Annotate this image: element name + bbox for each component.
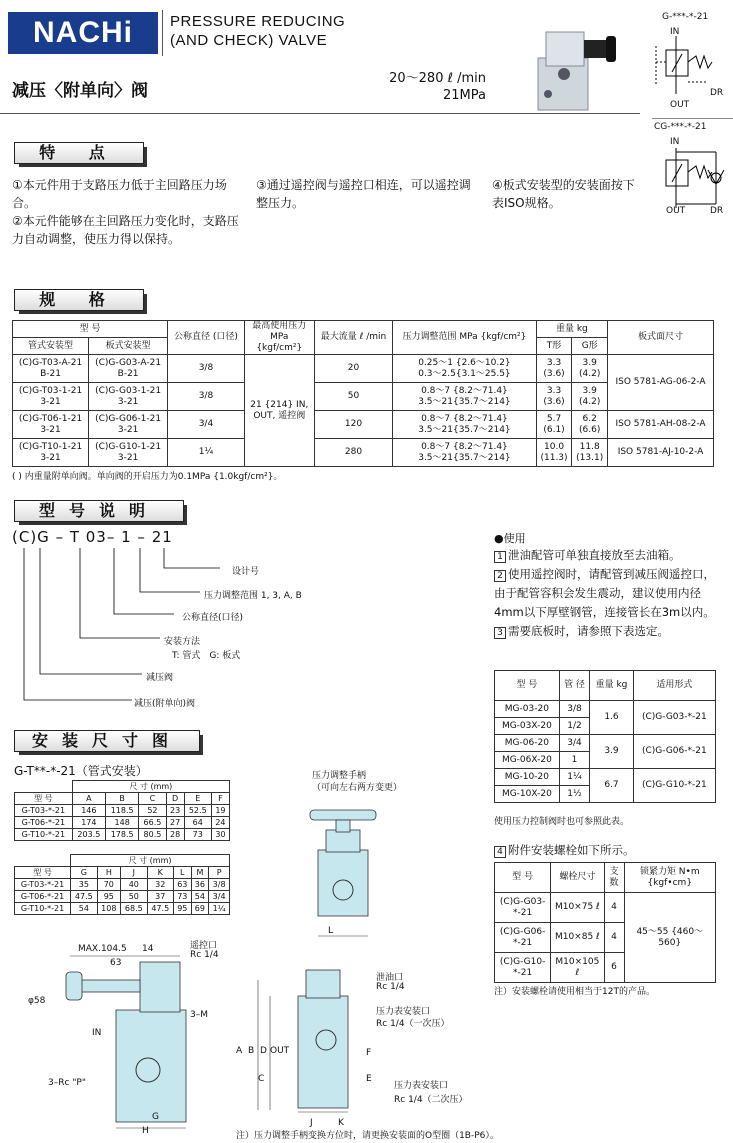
table-cell: 54: [191, 891, 209, 903]
bolt-torque: 45～55 {460～560}: [624, 893, 715, 983]
dims-h: M: [191, 867, 209, 879]
dims-h: H: [97, 867, 121, 879]
table-row: (C)G-T03-A-21 B-21: [13, 355, 89, 383]
dim-K: K: [338, 1118, 344, 1128]
model-label-range: 压力调整范围 1, 3, A, B: [204, 591, 302, 601]
dims-h: 型 号: [15, 867, 71, 879]
table-cell: 1½: [559, 786, 590, 803]
table-cell: 30: [211, 829, 229, 841]
table-cell: 4: [604, 923, 624, 953]
dims-h: A: [72, 793, 105, 805]
table-cell: 3/8: [559, 701, 590, 718]
table-cell: 24: [211, 817, 229, 829]
table-row: MG-03X-20: [495, 718, 560, 735]
table-cell: 6.7: [590, 769, 633, 803]
model-heading: 型号说明: [14, 500, 184, 522]
table-cell: 1.6: [590, 701, 633, 735]
usage-text-4: 附件安装螺栓如下所示。: [508, 843, 635, 857]
table-row: G-T03-*-21: [15, 805, 73, 817]
dim-F: F: [366, 1048, 372, 1058]
symbol2-in: IN: [670, 137, 680, 147]
table-cell: (C)G-G03-*-21: [633, 701, 715, 735]
usage-list: [494, 546, 722, 641]
table-cell: 1¼: [559, 769, 590, 786]
feature-1: ①本元件用于支路压力低于主回路压力场合。: [12, 178, 227, 210]
dims-h: C: [139, 793, 166, 805]
symbol-divider: [652, 118, 733, 119]
spec-h-iso: 板式面尺寸: [608, 321, 714, 355]
table-cell: 73: [184, 829, 211, 841]
dims-h: 型 号: [15, 793, 73, 805]
table-cell: (C)G-G10-*-21: [633, 769, 715, 803]
table-cell: 32: [147, 879, 173, 891]
feature-3: ③通过遥控阀与遥控口相连，可以遥控调整压力。: [256, 178, 471, 210]
table-row: (C)G-T06-1-21 3-21: [13, 411, 89, 439]
subplate-table: [494, 670, 716, 803]
front-out-label: OUT: [270, 1046, 290, 1056]
spec-h-plate: 板式安装型: [89, 338, 168, 355]
model-label-check: 减压(附单向)阀: [134, 699, 196, 709]
top-view-drawing: [290, 790, 400, 960]
table-cell: 70: [97, 879, 121, 891]
table-cell: 69: [191, 903, 209, 915]
table-cell: 0.8～7 {8.2～71.4} 3.5～21{35.7～214}: [393, 439, 537, 467]
table-row: (C)G-G03-*-21: [495, 893, 551, 923]
table-cell: 4: [604, 893, 624, 923]
gauge1-rc: Rc 1/4（一次压）: [376, 1019, 450, 1029]
table-row: G-T10-*-21: [15, 829, 73, 841]
dims-table-2: [14, 854, 230, 915]
table-cell: 73: [173, 891, 191, 903]
table-cell: 174: [72, 817, 105, 829]
table-cell: 3/4: [209, 891, 230, 903]
sub-h-model: 型 号: [495, 671, 560, 701]
side-in-label: IN: [92, 1028, 102, 1038]
dims-h: J: [121, 867, 147, 879]
symbol1-out: OUT: [670, 100, 690, 110]
table-cell: 35: [71, 879, 97, 891]
top-spec: [383, 70, 486, 104]
dims-h: D: [166, 793, 184, 805]
remote-port-rc: Rc 1/4: [190, 950, 219, 960]
model-label-mount: 安装方法: [164, 637, 201, 647]
reducing-valve-symbol-icon: [652, 36, 733, 96]
remote-port-label: 遥控口: [190, 941, 218, 951]
model-code: (C)G – T 03– 1 – 21: [12, 528, 173, 546]
table-cell: 28: [166, 829, 184, 841]
table-row: (C)G-T10-1-21 3-21: [13, 439, 89, 467]
symbol1-dr: DR: [710, 88, 724, 98]
dim-C: C: [258, 1074, 265, 1084]
feature-2: ②本元件能够在主回路压力变化时，支路压力自动调整，使压力得以保持。: [12, 214, 239, 246]
table-cell: 27: [166, 817, 184, 829]
spec-heading: 规 格: [14, 289, 144, 311]
dim-L: L: [328, 926, 334, 936]
top-flow: 20～280 ℓ /min: [389, 71, 486, 86]
table-cell: 11.8 (13.1): [572, 439, 608, 467]
spec-h-weight: 重量 kg: [536, 321, 607, 338]
dim-E: E: [366, 1074, 372, 1084]
table-cell: 50: [121, 891, 147, 903]
side-3m: 3–M: [190, 1010, 208, 1020]
spec-h-range: 压力调整范围 MPa {kgf/cm²}: [393, 321, 537, 355]
table-cell: 52.5: [184, 805, 211, 817]
dim-A: A: [236, 1046, 243, 1056]
features-heading: 特 点: [14, 142, 144, 164]
table-row: (C)G-G10-*-21: [495, 953, 551, 983]
spec-table: [12, 320, 714, 467]
side-view-drawing: [30, 950, 230, 1135]
subplate-note: 使用压力控制阀时也可参照此表。: [494, 817, 630, 827]
bolt-note: 注）安装螺栓请使用相当于12T的产品。: [494, 987, 655, 997]
table-cell: 3.9 (4.2): [572, 355, 608, 383]
handle-label-2: （可向左右两方变更）: [312, 783, 403, 793]
table-cell: 3.3 (3.6): [536, 383, 572, 411]
table-row: (C)G-G03-1-21 3-21: [89, 383, 168, 411]
valve-illustration: [528, 18, 623, 114]
table-cell: 37: [147, 891, 173, 903]
table-row: MG-03-20: [495, 701, 560, 718]
dim-J: J: [310, 1118, 313, 1128]
table-cell: 1/2: [559, 718, 590, 735]
dims-h: F: [211, 793, 229, 805]
dim-phi58: φ58: [28, 996, 46, 1006]
usage-text-3: 需要底板时，请参照下表选定。: [508, 624, 669, 638]
side-rcp: 3–Rc "P": [48, 1078, 86, 1088]
table-cell: 68.5: [121, 903, 147, 915]
title-english: [170, 12, 345, 50]
usage-item-1: 1 泄油配管可单独直接放至去油箱。: [494, 546, 722, 565]
table-cell: 3.9 (4.2): [572, 383, 608, 411]
table-cell: 6: [604, 953, 624, 983]
table-cell: 64: [184, 817, 211, 829]
title-en-line2: (AND CHECK) VALVE: [170, 32, 328, 49]
table-cell: 3.9: [590, 735, 633, 769]
bolt-h-torque: 锁紧力矩 N•m {kgf•cm}: [624, 863, 715, 893]
symbol1-label: G-***-*-21: [662, 12, 709, 22]
table-row: G-T03-*-21: [15, 879, 71, 891]
table-cell: 118.5: [106, 805, 139, 817]
usage-text-2: 使用遥控阀时，请配管到减压阀遥控口，由于配管容积会发生震动，建议使用内径4mm以下厚壁钢管，连接管长在3m以内。: [494, 567, 715, 619]
table-row: G-T10-*-21: [15, 903, 71, 915]
symbol1-in: IN: [670, 27, 680, 37]
dims-h: G: [71, 867, 97, 879]
symbol2-out: OUT: [666, 206, 686, 216]
model-label-mount-types: T: 管式 G: 板式: [172, 651, 241, 661]
table-cell: 1¼: [168, 439, 245, 467]
bolt-h-bolt: 螺栓尺寸: [551, 863, 604, 893]
title-en-line1: PRESSURE REDUCING: [170, 13, 346, 30]
table-cell: 120: [314, 411, 392, 439]
table-cell: 3/8: [168, 383, 245, 411]
table-row: MG-10X-20: [495, 786, 560, 803]
header-divider: [162, 10, 163, 56]
drain-label: 泄油口: [376, 973, 404, 983]
dims-h: E: [184, 793, 211, 805]
table-cell: 5.7 (6.1): [536, 411, 572, 439]
dim-G: G: [152, 1112, 159, 1122]
table-cell: 1: [559, 752, 590, 769]
sub-h-weight: 重量 kg: [590, 671, 633, 701]
spec-note: ( ) 内重量附单向阀。单向阀的开启压力为0.1MPa {1.0kgf/cm²}。: [12, 472, 283, 482]
usage-text-1: 泄油配管可单独直接放至去油箱。: [508, 548, 681, 562]
dim-max: MAX.104.5: [78, 944, 127, 954]
spec-h-maxp: 最高使用压力 MPa {kgf/cm²}: [244, 321, 314, 355]
table-cell: ISO 5781-AJ-10-2-A: [608, 439, 714, 467]
table-cell: 148: [106, 817, 139, 829]
dims-subtitle: G-T**-*-21（管式安装）: [14, 764, 148, 778]
table-cell: 47.5: [147, 903, 173, 915]
dims-heading: 安装尺寸图: [14, 730, 200, 752]
table-cell: 63: [173, 879, 191, 891]
dim-H: H: [142, 1126, 149, 1136]
dim-B: B: [248, 1046, 255, 1056]
table-row: G-T06-*-21: [15, 817, 73, 829]
table-cell: 1¼: [209, 903, 230, 915]
table-cell: 146: [72, 805, 105, 817]
dims-h: K: [147, 867, 173, 879]
dim-14: 14: [142, 944, 154, 954]
usage-item-2: 2 使用遥控阀时，请配管到减压阀遥控口，由于配管容积会发生震动，建议使用内径4mm以下厚壁钢管，连接管长在3m以内。: [494, 567, 715, 619]
bolt-h-count: 支数: [604, 863, 624, 893]
dims-h: P: [209, 867, 230, 879]
spec-h-t: T形: [536, 338, 572, 355]
table-cell: 66.5: [139, 817, 166, 829]
dims-h: L: [173, 867, 191, 879]
table-cell: M10×85 ℓ: [551, 923, 604, 953]
model-label-size: 公称直径(口径): [182, 613, 244, 623]
dim-63: 63: [110, 958, 122, 968]
table-row: (C)G-T03-1-21 3-21: [13, 383, 89, 411]
table-cell: 280: [314, 439, 392, 467]
model-label-reducing: 减压阀: [146, 673, 174, 683]
spec-h-flow: 最大流量 ℓ /min: [314, 321, 392, 355]
table-cell: 0.25～1 {2.6～10.2} 0.3～2.5{3.1～25.5}: [393, 355, 537, 383]
dims-unit-2: 尺 寸 (mm): [71, 855, 230, 867]
spec-maxp: 21 {214} IN, OUT, 遥控阀: [244, 355, 314, 467]
table-cell: 95: [97, 891, 121, 903]
table-row: MG-10-20: [495, 769, 560, 786]
table-row: (C)G-G06-1-21 3-21: [89, 411, 168, 439]
bolt-h-model: 型 号: [495, 863, 551, 893]
model-code-leaders: [14, 546, 254, 706]
table-cell: (C)G-G06-*-21: [633, 735, 715, 769]
top-pressure: 21MPa: [443, 88, 486, 103]
spec-h-g: G形: [572, 338, 608, 355]
sub-h-apply: 适用形式: [633, 671, 715, 701]
front-view-drawing: [240, 960, 390, 1120]
table-cell: 3/8: [168, 355, 245, 383]
drain-rc: Rc 1/4: [376, 982, 405, 992]
table-cell: 6.2 (6.6): [572, 411, 608, 439]
table-cell: 3/8: [209, 879, 230, 891]
table-cell: 3/4: [168, 411, 245, 439]
feature-4: ④板式安装型的安装面按下表ISO规格。: [492, 178, 635, 210]
dims-unit-1: 尺 寸 (mm): [72, 781, 229, 793]
sub-h-size: 管 径: [559, 671, 590, 701]
usage-item-3: 3 需要底板时，请参照下表选定。: [494, 622, 722, 641]
table-row: MG-06-20: [495, 735, 560, 752]
table-cell: ISO 5781-AH-08-2-A: [608, 411, 714, 439]
table-cell: ISO 5781-AG-06-2-A: [608, 355, 714, 411]
table-cell: 108: [97, 903, 121, 915]
table-cell: 36: [191, 879, 209, 891]
table-row: G-T06-*-21: [15, 891, 71, 903]
bolt-table: [494, 862, 716, 983]
model-label-design: 设计号: [232, 567, 260, 577]
usage-item-4: 4 附件安装螺栓如下所示。: [494, 842, 635, 858]
symbol2-dr: DR: [710, 206, 724, 216]
table-cell: 40: [121, 879, 147, 891]
table-cell: 203.5: [72, 829, 105, 841]
table-cell: 10.0 (11.3): [536, 439, 572, 467]
gauge2-rc: Rc 1/4（二次压）: [394, 1095, 468, 1105]
check-reducing-valve-symbol-icon: [652, 148, 733, 210]
table-cell: 3/4: [559, 735, 590, 752]
table-row: (C)G-G10-1-21 3-21: [89, 439, 168, 467]
table-cell: 0.8～7 {8.2～71.4} 3.5～21{35.7～214}: [393, 383, 537, 411]
table-cell: 47.5: [71, 891, 97, 903]
table-cell: 20: [314, 355, 392, 383]
table-cell: 19: [211, 805, 229, 817]
spec-h-model: 型 号: [13, 321, 168, 338]
title-chinese: 减压〈附单向〉阀: [12, 81, 148, 101]
gauge1-label: 压力表安装口: [376, 1007, 431, 1017]
table-cell: M10×75 ℓ: [551, 893, 604, 923]
symbol2-label: CG-***-*-21: [654, 122, 707, 132]
drawing-note: 注）压力调整手柄变换方位时，请更换安装面的O型圈（1B-P6）。: [236, 1131, 499, 1141]
spec-h-size: 公称直径 (口径): [168, 321, 245, 355]
table-row: (C)G-G06-*-21: [495, 923, 551, 953]
table-row: MG-06X-20: [495, 752, 560, 769]
spec-h-pipe: 管式安装型: [13, 338, 89, 355]
table-cell: 50: [314, 383, 392, 411]
table-cell: 52: [139, 805, 166, 817]
table-cell: 23: [166, 805, 184, 817]
table-cell: 3.3 (3.6): [536, 355, 572, 383]
table-cell: M10×105 ℓ: [551, 953, 604, 983]
nachi-logo: NACHi: [8, 12, 158, 54]
gauge2-label: 压力表安装口: [394, 1081, 449, 1091]
table-row: (C)G-G03-A-21 B-21: [89, 355, 168, 383]
table-cell: 80.5: [139, 829, 166, 841]
dims-h: B: [106, 793, 139, 805]
hydraulic-symbols: [652, 0, 733, 230]
dim-D: D: [260, 1046, 267, 1056]
dims-table-1: [14, 780, 230, 841]
handle-label: 压力调整手柄: [312, 771, 367, 781]
table-cell: 0.8～7 {8.2～71.4} 3.5～21{35.7～214}: [393, 411, 537, 439]
table-cell: 54: [71, 903, 97, 915]
table-cell: 178.5: [106, 829, 139, 841]
table-cell: 95: [173, 903, 191, 915]
usage-heading: ●使用: [494, 532, 526, 545]
